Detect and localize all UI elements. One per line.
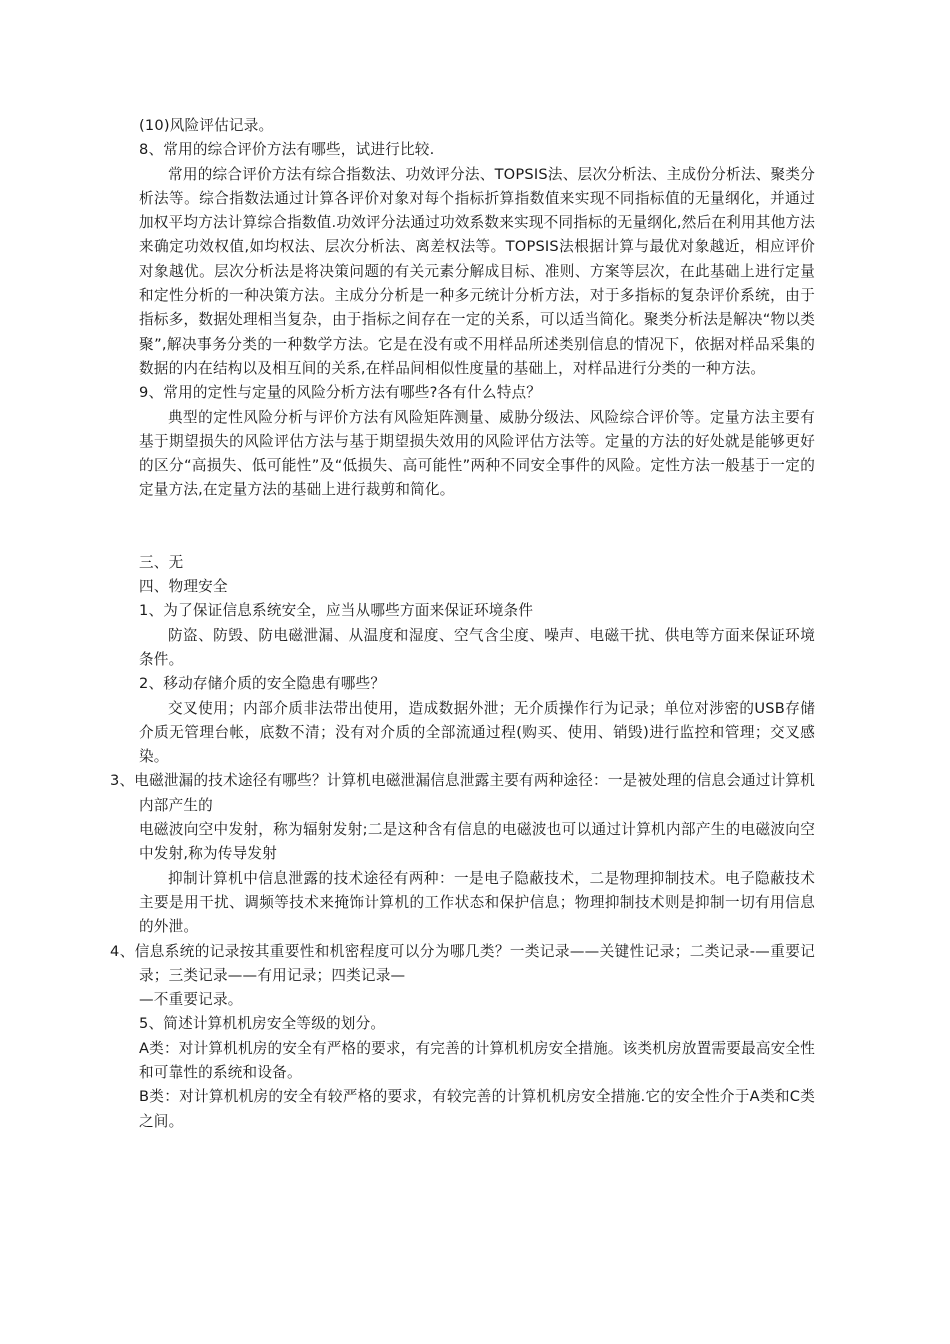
section-heading: 四、物理安全	[139, 578, 228, 596]
text-line: —不重要记录。	[139, 991, 243, 1009]
answer-paragraph: 电磁波向空中发射，称为辐射发射;二是这种含有信息的电磁波也可以通过计算机内部产生的电磁波向空中发射,称为传导发射	[139, 821, 815, 863]
answer-paragraph: 抑制计算机中信息泄露的技术途径有两种：一是电子隐蔽技术，二是物理抑制技术。电子隐蔽技术主要是用干扰、调频等技术来掩饰计算机的工作状态和保护信息；物理抑制技术则是抑制一切有用信息的外泄。	[139, 869, 815, 936]
question-heading: 8、常用的综合评价方法有哪些，试进行比较.	[139, 141, 435, 159]
answer-paragraph: B类：对计算机机房的安全有较严格的要求，有较完善的计算机机房安全措施.它的安全性介于A类和C类之间。	[139, 1088, 815, 1130]
answer-paragraph: 防盗、防毁、防电磁泄漏、从温度和湿度、空气含尘度、噪声、电磁干扰、供电等方面来保证环境条件。	[139, 626, 815, 668]
question-heading: 9、常用的定性与定量的风险分析方法有哪些?各有什么特点？	[139, 384, 542, 402]
answer-paragraph: 典型的定性风险分析与评价方法有风险矩阵测量、威胁分级法、风险综合评价等。定量方法主要有基于期望损失的风险评估方法与基于期望损失效用的风险评估方法等。定量的方法的好处就是能够更好的区分“高损失、低可能性”及“低损失、高可能性”两种不同安全事件的风险。定性方法一般基于一定的定量方法,在定量方法的基础上进行裁剪和简化。	[139, 408, 815, 499]
question-heading: 1、为了保证信息系统安全，应当从哪些方面来保证环境条件	[139, 602, 534, 620]
question-heading: 4、信息系统的记录按其重要性和机密程度可以分为哪几类？一类记录——关键性记录；二类记录-—重要记录；三类记录——有用记录；四类记录—	[110, 942, 815, 984]
question-heading: 5、简述计算机机房安全等级的划分。	[139, 1015, 386, 1033]
section-heading: 三、无	[139, 553, 184, 571]
answer-paragraph: 交叉使用；内部介质非法带出使用，造成数据外泄；无介质操作行为记录；单位对涉密的USB存储介质无管理台帐，底数不清；没有对介质的全部流通过程(购买、使用、销毁)进行监控和管理；交叉感染。	[139, 699, 815, 766]
spacer	[139, 503, 815, 551]
question-heading: 3、电磁泄漏的技术途径有哪些？计算机电磁泄漏信息泄露主要有两种途径：一是被处理的信息会通过计算机内部产生的	[110, 772, 815, 814]
answer-paragraph: 常用的综合评价方法有综合指数法、功效评分法、TOPSIS法、层次分析法、主成份分析法、聚类分析法等。综合指数法通过计算各评价对象对每个指标折算指数值来实现不同指标值的无量纲化，并通过加权平均方法计算综合指数值.功效评分法通过功效系数来实现不同指标的无量纲化,然后在利用其他方法来确定功效权值,如均权法、层次分析法、离差权法等。TOPSIS法根据计算与最优对象越近，相应评价对象越优。层次分析法是将决策问题的有关元素分解成目标、准则、方案等层次，在此基础上进行定量和定性分析的一种决策方法。主成分分析是一种多元统计分析方法，对于多指标的复杂评价系统，由于指标多，数据处理相当复杂，由于指标之间存在一定的关系，可以适当简化。聚类分析法是解决“物以类聚”,解决事务分类的一种数学方法。它是在没有或不用样品所述类别信息的情况下，依据对样品采集的数据的内在结构以及相互间的关系,在样品间相似性度量的基础上，对样品进行分类的一种方法。	[139, 165, 815, 377]
answer-paragraph: A类：对计算机机房的安全有严格的要求，有完善的计算机机房安全措施。该类机房放置需要最高安全性和可靠性的系统和设备。	[139, 1039, 815, 1081]
question-heading: 2、移动存储介质的安全隐患有哪些？	[139, 675, 386, 693]
document-page	[110, 114, 815, 1134]
text-line: (10)风险评估记录。	[139, 117, 274, 134]
